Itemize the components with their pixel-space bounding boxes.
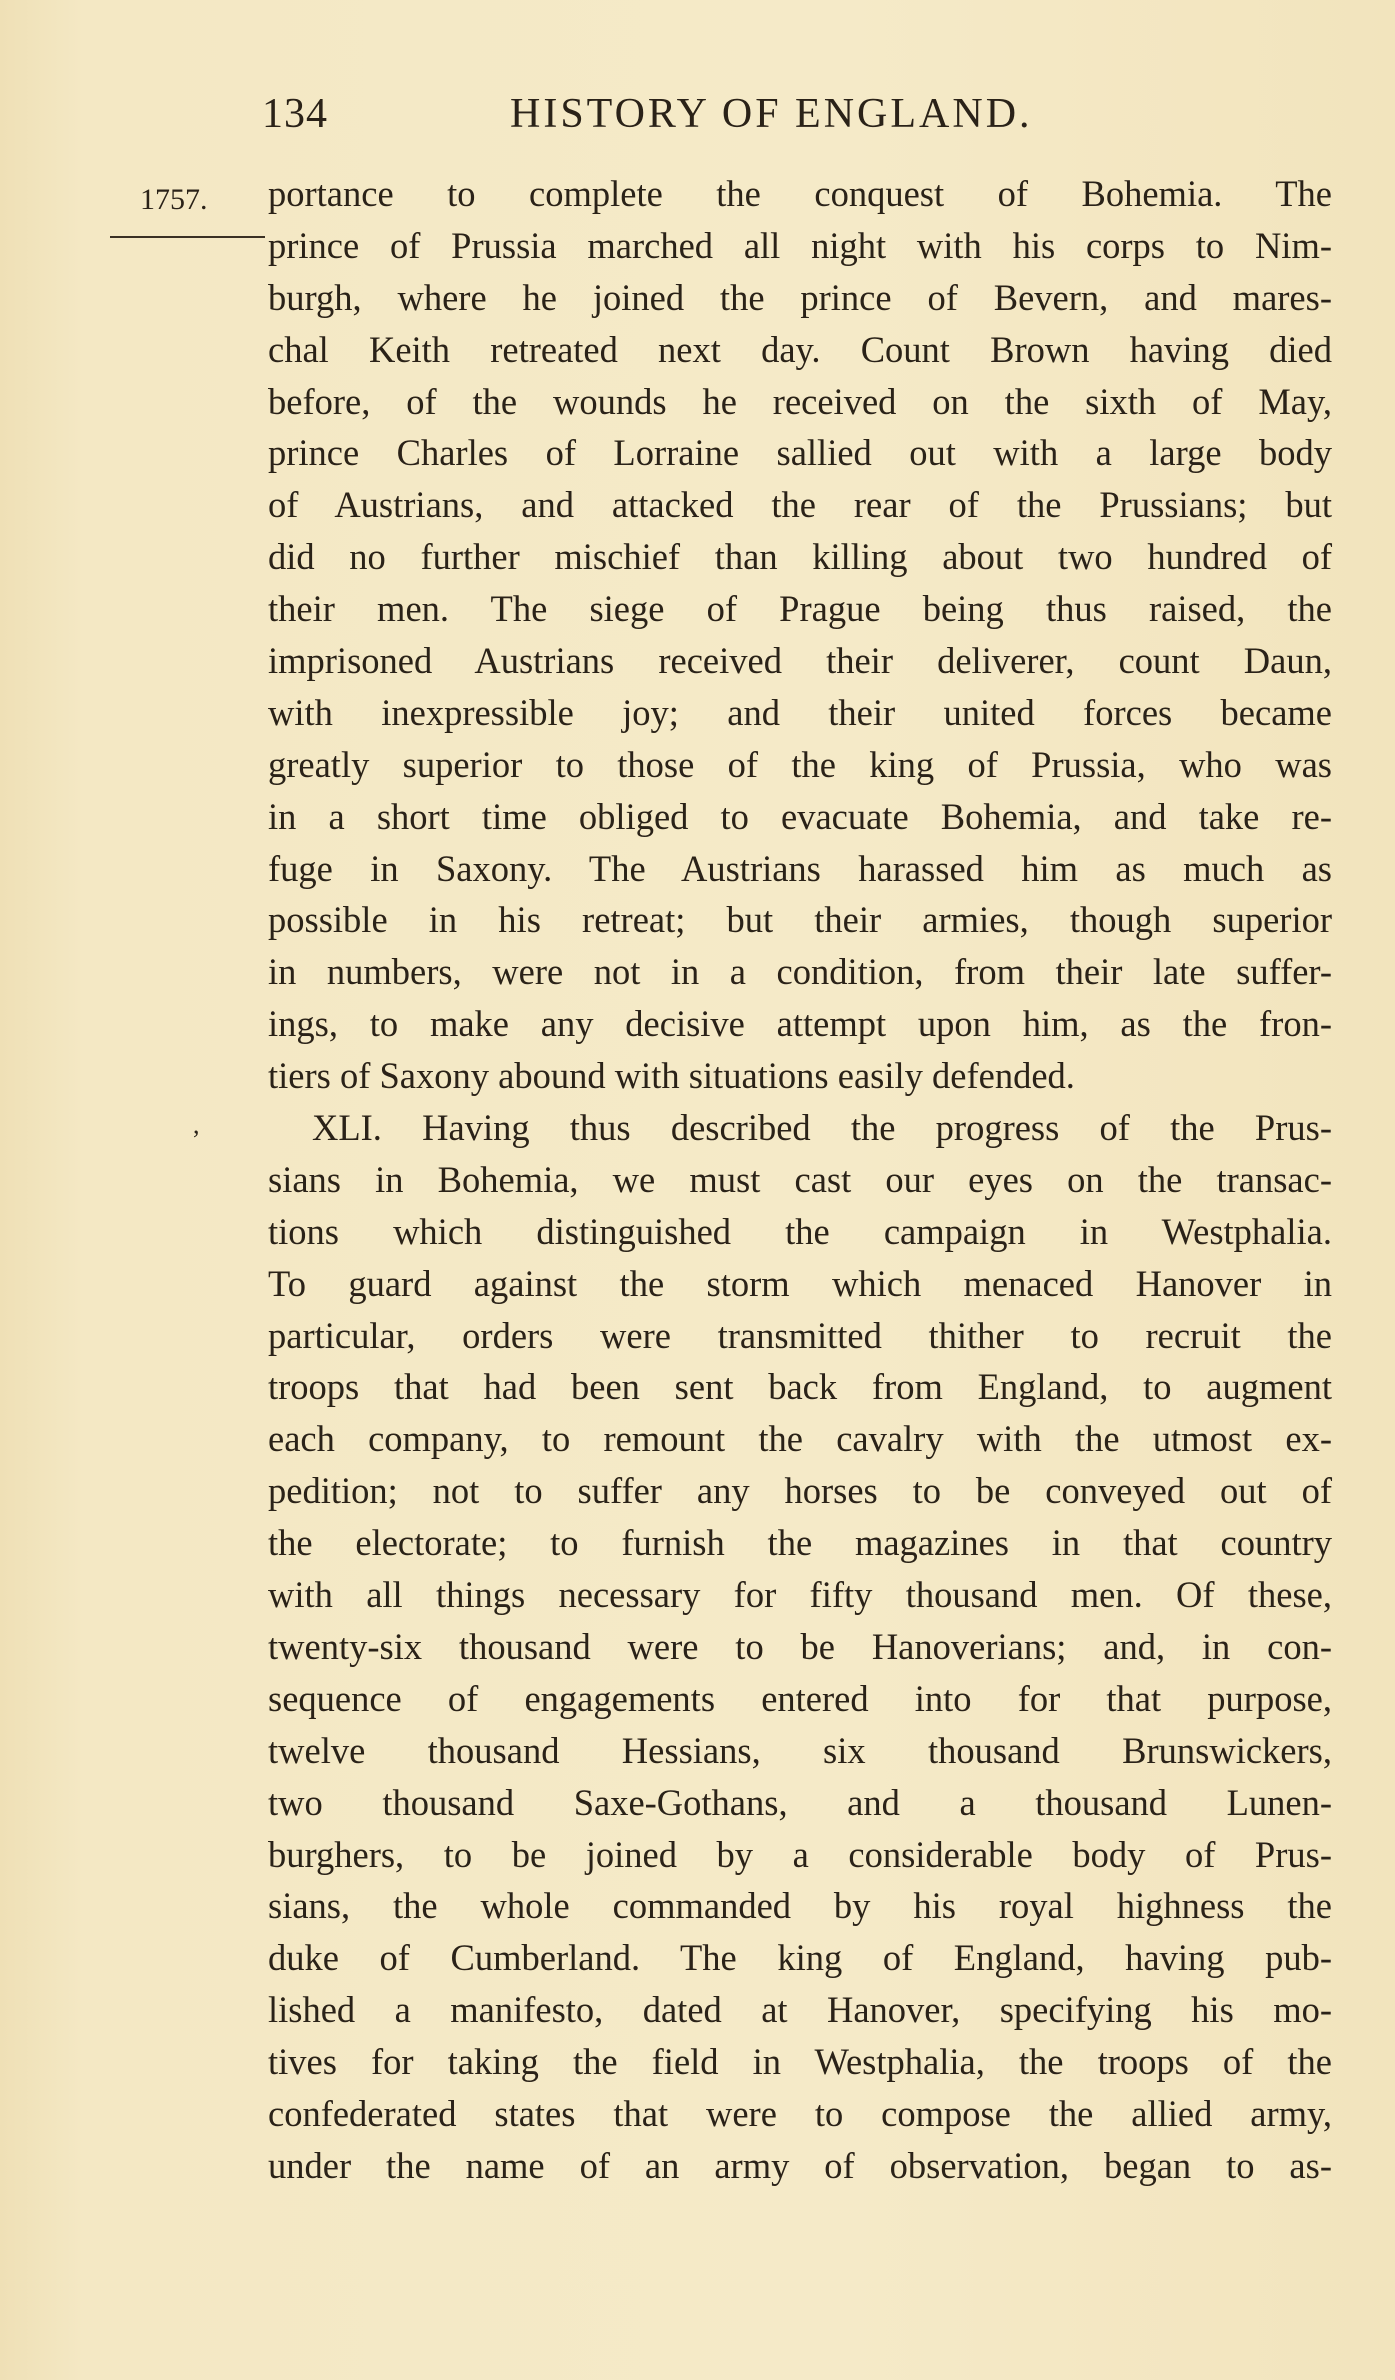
text-line: did no further mischief than killing about two hundred of bbox=[268, 536, 1332, 578]
text-line: sians, the whole commanded by his royal highness the bbox=[268, 1885, 1332, 1927]
text-line: possible in his retreat; but their armies, though superior bbox=[268, 899, 1332, 941]
text-line: greatly superior to those of the king of Prussia, who was bbox=[268, 743, 1332, 785]
section-heading-line: XLI. Having thus described the progress of the Prus- bbox=[312, 1107, 1332, 1149]
text-line: sians in Bohemia, we must cast our eyes on the transac- bbox=[268, 1158, 1332, 1200]
text-line: fuge in Saxony. The Austrians harassed him as much as bbox=[268, 847, 1332, 889]
text-line: prince Charles of Lorraine sallied out with a large body bbox=[268, 432, 1332, 474]
running-title: HISTORY OF ENGLAND. bbox=[510, 91, 1033, 137]
text-line: troops that had been sent back from England, to augment bbox=[268, 1366, 1332, 1408]
page-number: 134 bbox=[262, 91, 328, 137]
text-line: twelve thousand Hessians, six thousand Brunswickers, bbox=[268, 1729, 1332, 1771]
text-line: To guard against the storm which menaced Hanover in bbox=[268, 1262, 1332, 1304]
text-line: portance to complete the conquest of Bohemia. The bbox=[268, 173, 1332, 214]
text-line: with all things necessary for fifty thousand men. Of these, bbox=[268, 1574, 1332, 1616]
text-line: particular, orders were transmitted thither to recruit the bbox=[268, 1314, 1332, 1356]
text-line: twenty-six thousand were to be Hanoverians; and, in con- bbox=[268, 1625, 1332, 1667]
running-head bbox=[0, 90, 1395, 140]
text-line: burghers, to be joined by a considerable body of Prus- bbox=[268, 1833, 1332, 1875]
text-line: pedition; not to suffer any horses to be conveyed out of bbox=[268, 1470, 1332, 1512]
text-line: two thousand Saxe-Gothans, and a thousand Lunen- bbox=[268, 1781, 1332, 1823]
text-line: burgh, where he joined the prince of Bevern, and mares- bbox=[268, 276, 1332, 318]
text-line: lished a manifesto, dated at Hanover, specifying his mo- bbox=[268, 1989, 1332, 2031]
text-line: tions which distinguished the campaign in Westphalia. bbox=[268, 1210, 1332, 1252]
text-line: chal Keith retreated next day. Count Brown having died bbox=[268, 328, 1332, 370]
text-line: with inexpressible joy; and their united forces became bbox=[268, 691, 1332, 733]
margin-mark: , bbox=[193, 1110, 200, 1139]
text-line: imprisoned Austrians received their deliverer, count Daun, bbox=[268, 640, 1332, 682]
text-line: duke of Cumberland. The king of England, having pub- bbox=[268, 1937, 1332, 1979]
text-line: sequence of engagements entered into for that purpose, bbox=[268, 1677, 1332, 1719]
text-line: tiers of Saxony abound with situations easily defended. bbox=[268, 1055, 1075, 1097]
text-line: prince of Prussia marched all night with his corps to Nim- bbox=[268, 224, 1332, 266]
text-line: confederated states that were to compose the allied army, bbox=[268, 2092, 1332, 2134]
text-line: in a short time obliged to evacuate Bohemia, and take re- bbox=[268, 795, 1332, 837]
text-line: their men. The siege of Prague being thus raised, the bbox=[268, 588, 1332, 630]
text-line: in numbers, were not in a condition, from their late suffer- bbox=[268, 951, 1332, 993]
body-text bbox=[268, 168, 1332, 2192]
margin-rule bbox=[110, 236, 265, 238]
text-line: ings, to make any decisive attempt upon him, as the fron- bbox=[268, 1003, 1332, 1045]
text-line: tives for taking the field in Westphalia, the troops of the bbox=[268, 2041, 1332, 2083]
text-line: before, of the wounds he received on the sixth of May, bbox=[268, 380, 1332, 422]
text-line: of Austrians, and attacked the rear of the Prussians; but bbox=[268, 484, 1332, 526]
margin-year: 1757. bbox=[140, 183, 208, 216]
text-line: the electorate; to furnish the magazines in that country bbox=[268, 1522, 1332, 1564]
text-line: under the name of an army of observation, began to as- bbox=[268, 2144, 1332, 2186]
text-line: each company, to remount the cavalry with the utmost ex- bbox=[268, 1418, 1332, 1460]
